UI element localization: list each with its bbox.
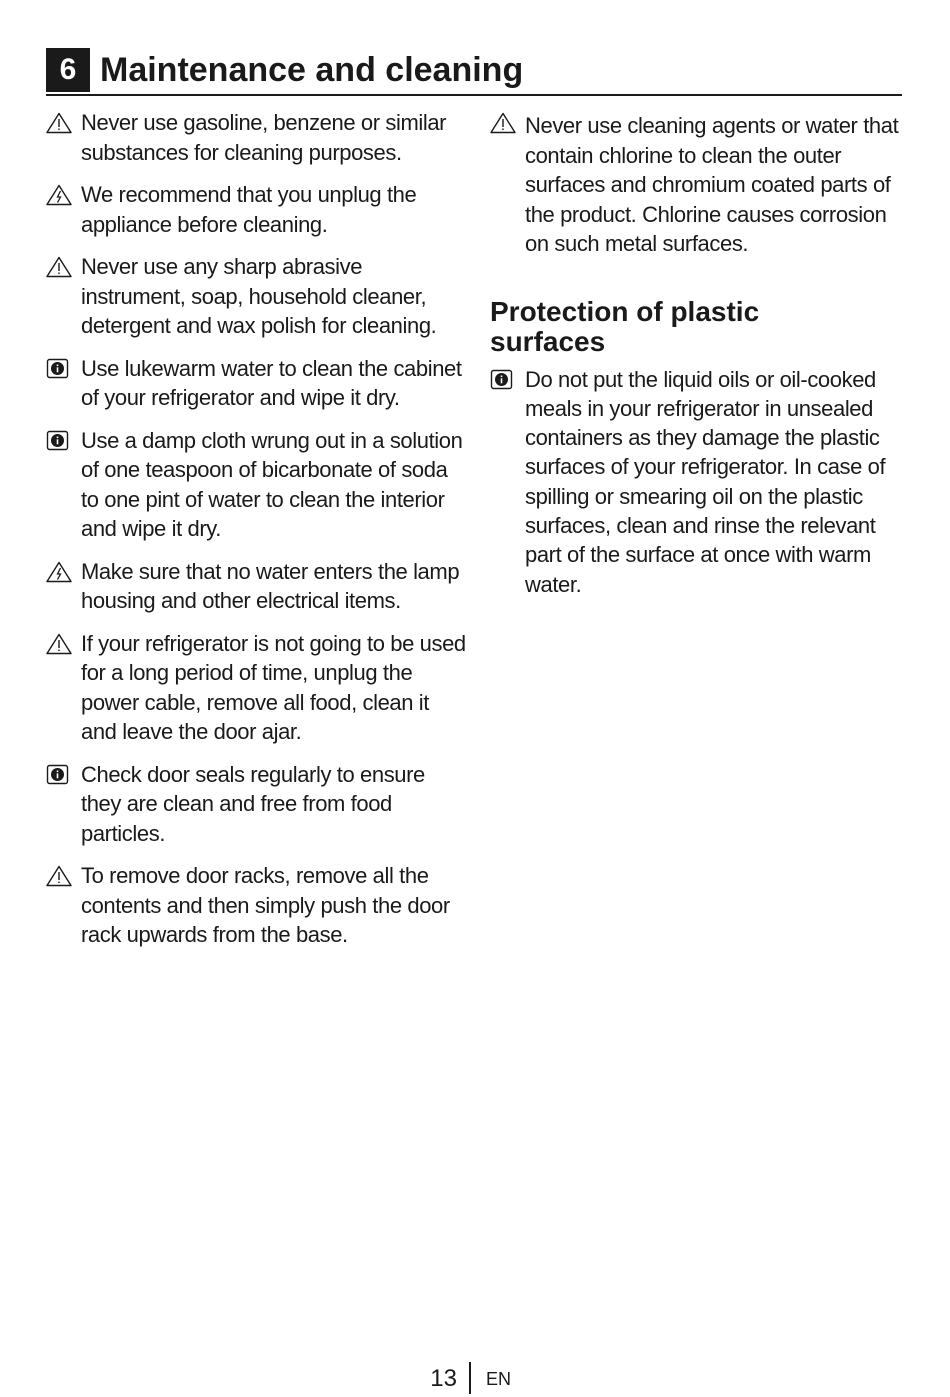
footer-divider [469, 1362, 471, 1394]
info-icon [46, 764, 72, 786]
item-text: Use lukewarm water to clean the cabinet of your refrigerator and wipe it dry. [81, 355, 462, 410]
right-column [490, 108, 910, 612]
info-icon [46, 430, 72, 452]
page-title: Maintenance and cleaning [100, 51, 524, 89]
info-icon [46, 358, 72, 380]
item-text: Use a damp cloth wrung out in a solution of one teaspoon of bicarbonate of soda to one pint of water to clean the interior and wipe it dry. [81, 427, 463, 541]
list-item [46, 760, 466, 849]
electric-warning-icon [46, 561, 72, 583]
warning-icon [46, 112, 72, 134]
item-text: Never use cleaning agents or water that contain chlorine to clean the outer surfaces and chromium coated parts of the product. Chlorine causes corrosion on such metal surfaces. [525, 113, 899, 256]
item-text: Never use gasoline, benzene or similar substances for cleaning purposes. [81, 110, 447, 165]
list-item [46, 180, 466, 239]
warning-icon [46, 256, 72, 278]
item-text: Check door seals regularly to ensure they are clean and free from food particles. [81, 761, 425, 846]
list-item [46, 861, 466, 950]
item-text: Never use any sharp abrasive instrument, soap, household cleaner, detergent and wax polish for cleaning. [81, 254, 437, 338]
list-item [46, 354, 466, 413]
page-number: 13 [430, 1365, 457, 1392]
item-text: Do not put the liquid oils or oil-cooked meals in your refrigerator in unsealed containers as they damage the plastic surfaces of your refrigerator. In case of spilling or smearing oil on the plastic surfaces, clean and rinse the relevant part of the surface at once with warm water. [525, 366, 886, 597]
item-text: If your refrigerator is not going to be used for a long period of time, unplug the power cable, remove all food, clean it and leave the door ajar. [81, 630, 466, 744]
left-column [46, 108, 466, 963]
list-item [46, 108, 466, 167]
list-item [490, 365, 910, 599]
language-code: EN [486, 1369, 512, 1389]
list-item [46, 426, 466, 544]
warning-icon [46, 865, 72, 887]
list-item [46, 252, 466, 341]
item-text: We recommend that you unplug the appliance before cleaning. [81, 182, 417, 237]
electric-warning-icon [46, 184, 72, 206]
list-item [46, 629, 466, 747]
section-heading: Protection of plastic surfaces [490, 295, 760, 357]
item-text: Make sure that no water enters the lamp housing and other electrical items. [81, 558, 460, 613]
chapter-number: 6 [46, 48, 90, 92]
chapter-header [46, 46, 902, 96]
warning-icon [490, 112, 516, 134]
page-footer [0, 1362, 950, 1396]
list-item [46, 557, 466, 616]
info-icon [490, 369, 516, 391]
warning-icon [46, 633, 72, 655]
list-item [490, 108, 910, 259]
item-text: To remove door racks, remove all the contents and then simply push the door rack upwards from the base. [81, 863, 450, 947]
